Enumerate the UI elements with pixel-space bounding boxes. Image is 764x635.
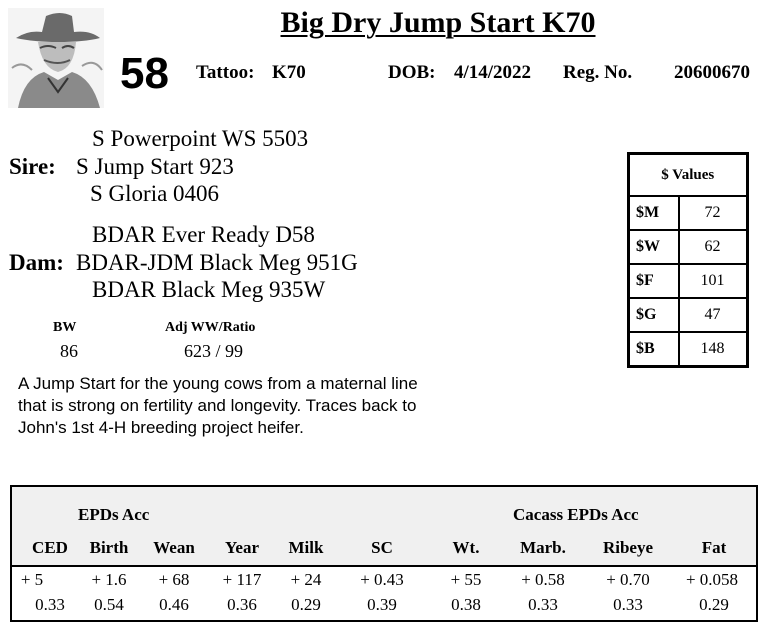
epd-accuracy: 0.33 (528, 595, 558, 614)
remarks-line: John's 1st 4-H breeding project heifer. (18, 418, 304, 437)
epd-table-header (12, 487, 756, 567)
epd-value: + 1.6 (91, 570, 127, 589)
dob-label: DOB: (388, 62, 436, 83)
table-row (629, 230, 748, 264)
epd-column-header: Birth (89, 538, 129, 557)
dollar-values-header: $ Values (629, 154, 748, 197)
epd-value: + 55 (450, 570, 482, 589)
epd-value: + 0.58 (521, 570, 565, 589)
epd-accuracy: 0.29 (699, 595, 729, 614)
epd-accuracy: 0.39 (367, 595, 397, 614)
sire-sire: S Powerpoint WS 5503 (92, 126, 309, 151)
table-row (629, 264, 748, 298)
epd-column-header: Wean (153, 538, 195, 557)
epd-table (10, 485, 758, 622)
table-row (629, 298, 748, 332)
epd-accuracy: 0.46 (159, 595, 189, 614)
dam-sire: BDAR Ever Ready D58 (92, 222, 315, 247)
reg-label: Reg. No. (563, 62, 633, 83)
index-key: $G (629, 298, 679, 332)
epd-accuracy: 0.36 (227, 595, 257, 614)
index-key: $M (629, 196, 679, 230)
epd-column-header: Fat (701, 538, 727, 557)
dam-label: Dam: (9, 250, 64, 275)
sire-name: S Jump Start 923 (76, 154, 234, 179)
ww-label: Adj WW/Ratio (165, 320, 256, 335)
epd-value: + 117 (222, 570, 262, 589)
index-value: 47 (679, 298, 748, 332)
epd-accuracy: 0.54 (94, 595, 124, 614)
table-row (629, 332, 748, 367)
remarks (18, 373, 488, 439)
lot-number: 58 (120, 49, 169, 98)
dollar-values-table (627, 152, 749, 368)
epd-column-header: Marb. (520, 538, 566, 557)
bw-value: 86 (60, 341, 78, 361)
tattoo-label: Tattoo: (196, 62, 255, 83)
epd-value: + 0.058 (685, 570, 739, 589)
table-row (629, 196, 748, 230)
sire-label: Sire: (9, 154, 56, 179)
index-key: $B (629, 332, 679, 367)
sire-dam: S Gloria 0406 (90, 181, 220, 206)
epd-column-header: SC (371, 538, 393, 557)
index-value: 148 (679, 332, 748, 367)
epd-column-header: Ribeye (602, 538, 654, 557)
epd-value: + 0.43 (360, 570, 404, 589)
index-value: 62 (679, 230, 748, 264)
index-value: 101 (679, 264, 748, 298)
animal-name-title: Big Dry Jump Start K70 (280, 6, 596, 39)
epd-accuracy: 0.33 (613, 595, 643, 614)
dam-dam: BDAR Black Meg 935W (92, 277, 326, 302)
epd-value: + 5 (20, 570, 44, 589)
tattoo-value: K70 (272, 62, 306, 83)
reg-value: 20600670 (674, 62, 750, 83)
index-key: $F (629, 264, 679, 298)
epd-group-label: EPDs Acc (78, 505, 150, 524)
remarks-line: that is strong on fertility and longevity. Traces back to (18, 396, 417, 415)
bw-label: BW (53, 320, 77, 335)
remarks-line: A Jump Start for the young cows from a maternal line (18, 374, 418, 393)
dob-value: 4/14/2022 (454, 62, 532, 83)
epd-column-header: CED (32, 538, 68, 557)
epd-accuracy: 0.29 (291, 595, 321, 614)
epd-column-header: Wt. (452, 538, 480, 557)
index-value: 72 (679, 196, 748, 230)
dam-name: BDAR-JDM Black Meg 951G (76, 250, 358, 275)
index-key: $W (629, 230, 679, 264)
epd-accuracy: 0.38 (451, 595, 481, 614)
epd-accuracy: 0.33 (35, 595, 65, 614)
ww-value: 623 / 99 (184, 341, 244, 361)
carcass-epd-group-label: Cacass EPDs Acc (513, 505, 639, 524)
epd-value: + 68 (158, 570, 190, 589)
epd-value: + 0.70 (606, 570, 650, 589)
epd-value: + 24 (290, 570, 322, 589)
epd-column-header: Year (225, 538, 259, 557)
epd-column-header: Milk (288, 538, 324, 557)
